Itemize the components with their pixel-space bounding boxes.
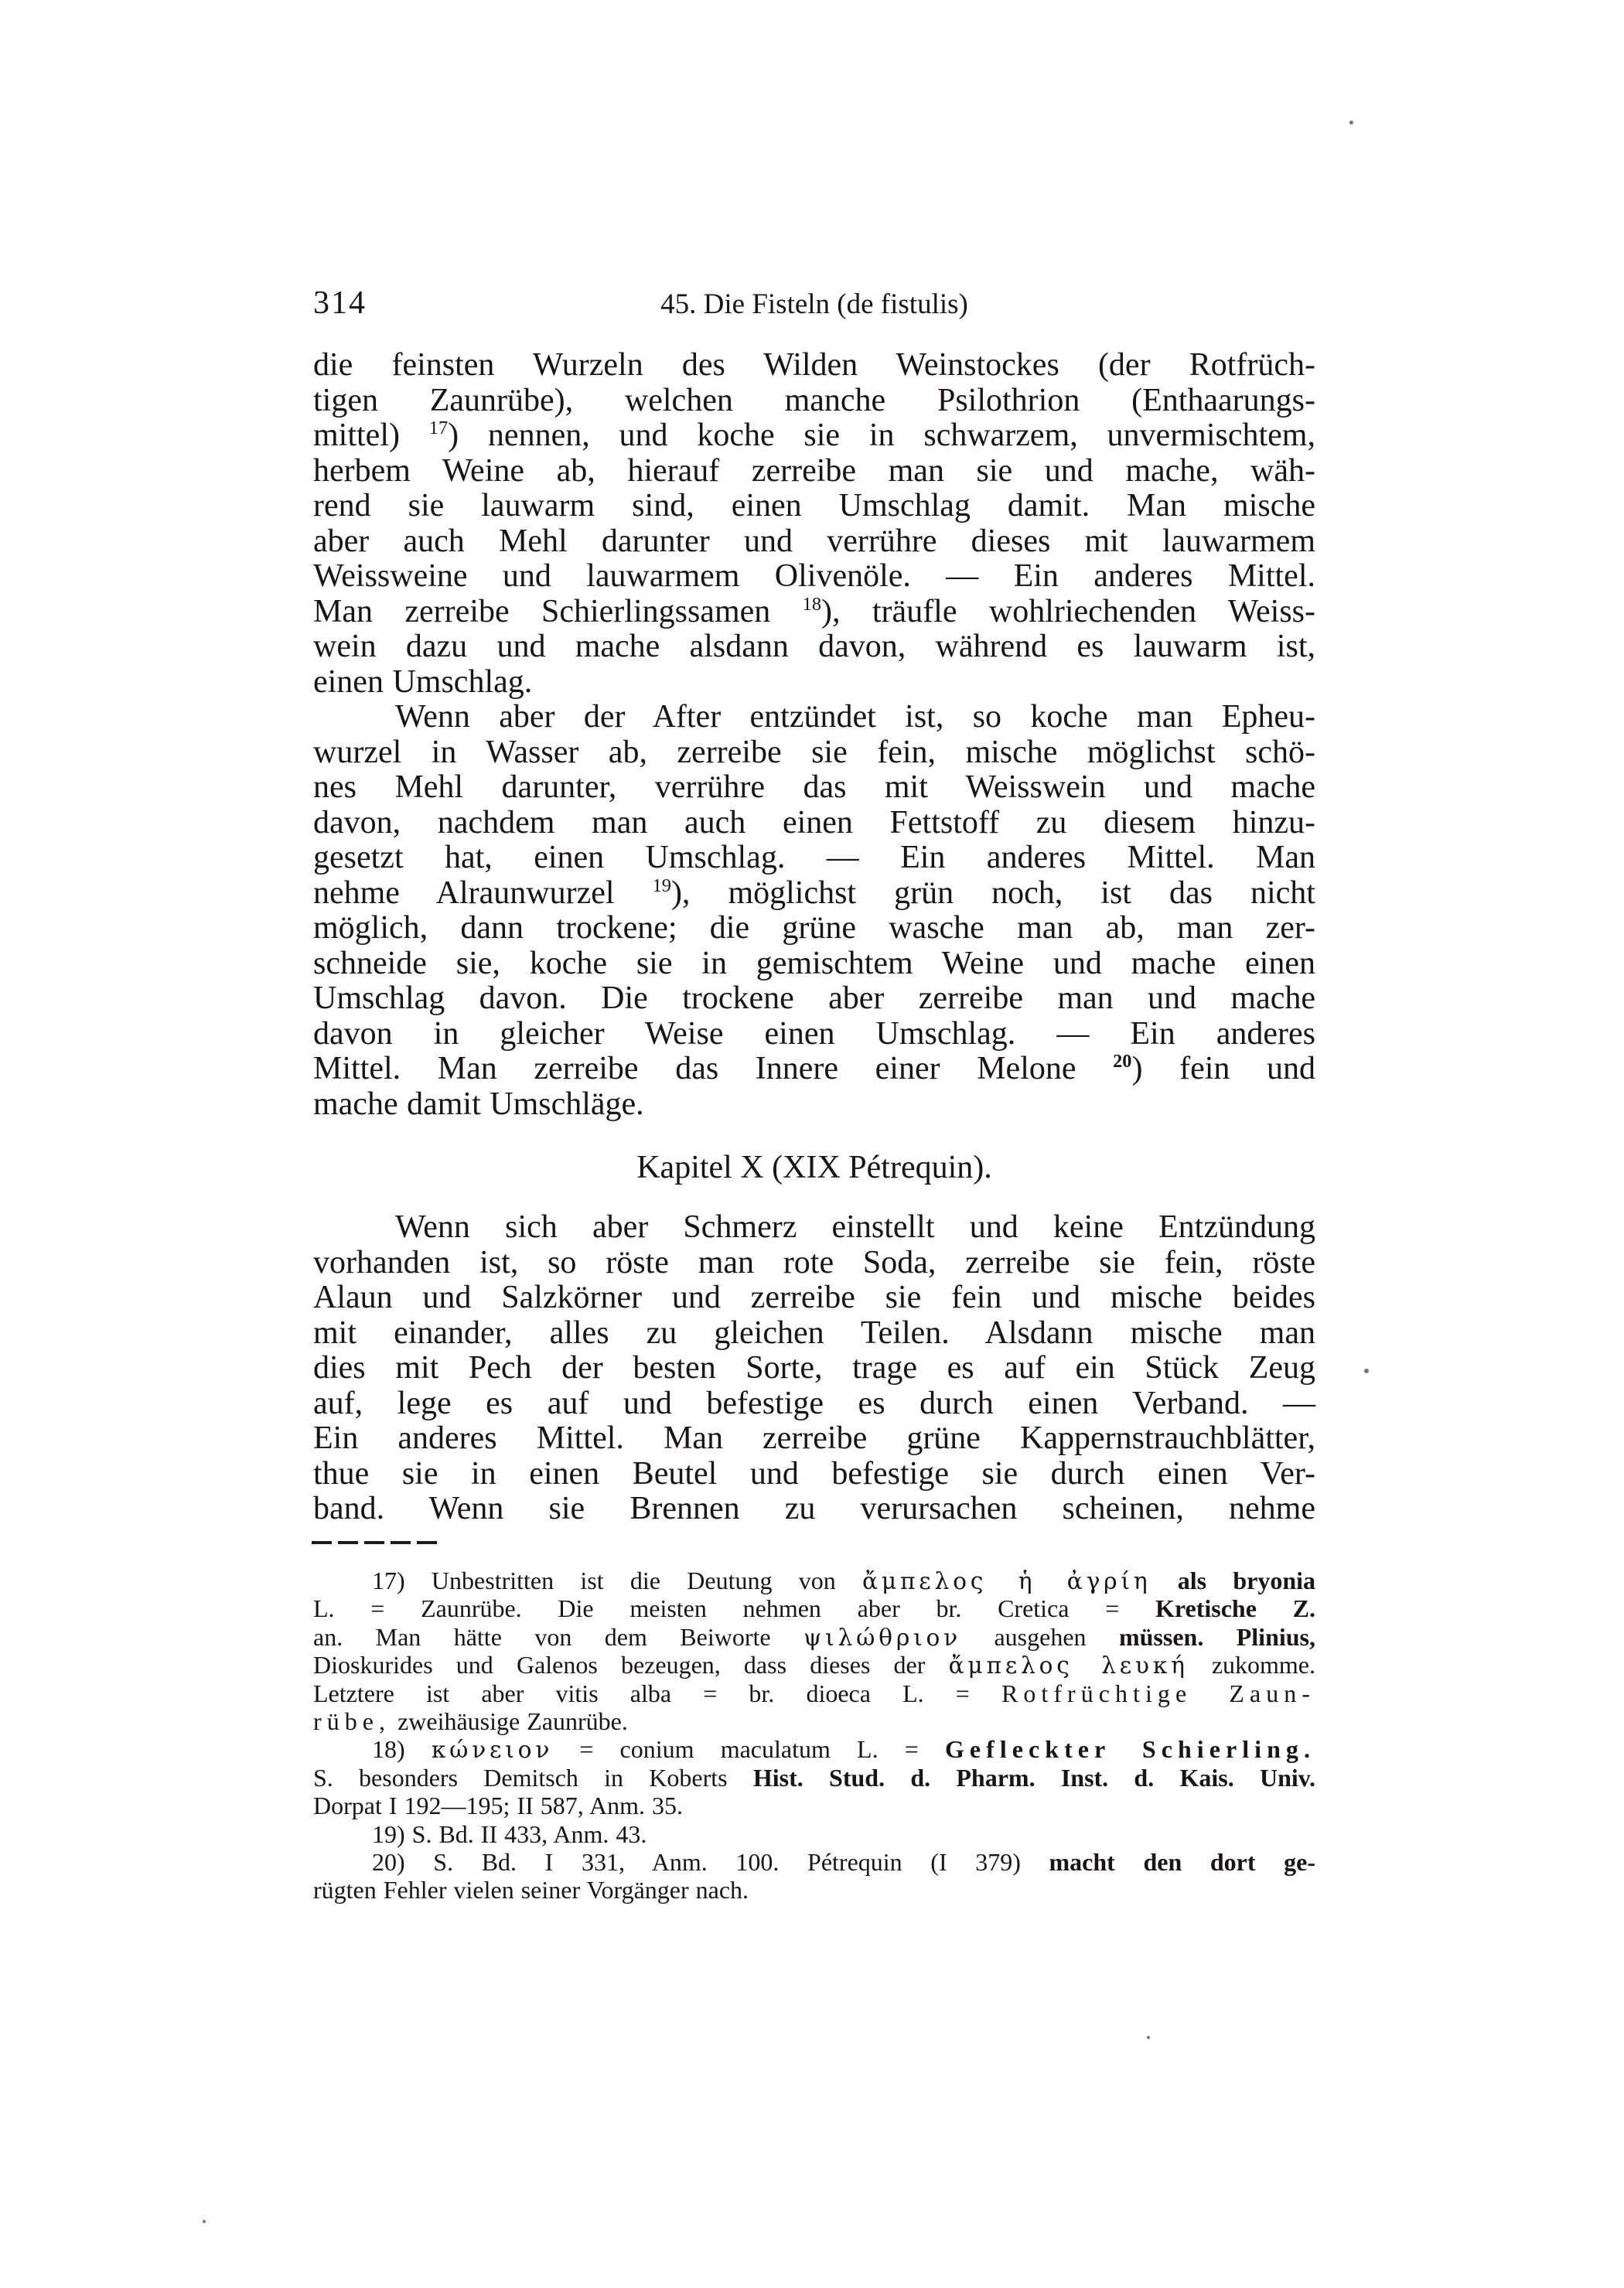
text-segment: Hist. Stud. d. Pharm. Inst. d. Kais. Univ. xyxy=(752,1763,1316,1792)
paragraph xyxy=(313,700,1315,1122)
text-segment: 19) S. Bd. II 433, Anm. 43. xyxy=(372,1819,647,1848)
scan-speck xyxy=(1147,2036,1150,2039)
text-line xyxy=(313,1316,1315,1352)
text-line xyxy=(313,1421,1315,1457)
text-line xyxy=(313,1492,1315,1527)
footnote-separator xyxy=(312,1541,437,1544)
text-segment: möglich, dann trockene; die grüne wasche man ab, man zer- xyxy=(313,910,1315,946)
text-line xyxy=(313,559,1315,595)
text-line xyxy=(313,1707,1315,1735)
text-line xyxy=(313,1848,1315,1876)
text-segment: Wenn sich aber Schmerz einstellt und keine Entzündung xyxy=(395,1209,1315,1245)
text-line xyxy=(313,770,1315,806)
text-segment: Wenn aber der After entzündet ist, so koche man Epheu- xyxy=(395,699,1315,735)
text-line xyxy=(313,418,1315,454)
text-line xyxy=(313,1764,1315,1792)
text-line xyxy=(313,1623,1315,1651)
text-line xyxy=(313,700,1315,735)
text-line xyxy=(313,595,1315,630)
text-line xyxy=(313,524,1315,560)
text-segment: rübe, xyxy=(313,1707,391,1735)
text-line xyxy=(313,665,1315,701)
text-segment: Ein anderes Mittel. Man zerreibe grüne Kappernstrauchblätter, xyxy=(313,1420,1315,1456)
text-segment: schneide sie, koche sie in gemischtem Weine und mache einen xyxy=(313,945,1315,981)
text-line xyxy=(313,1457,1315,1492)
text-segment: tigen Zaunrübe), welchen manche Psilothrion (Enthaarungs- xyxy=(313,382,1315,418)
footnote-ref: 17 xyxy=(428,418,449,438)
text-line xyxy=(313,1567,1315,1594)
text-segment: einen Umschlag. xyxy=(313,663,533,700)
footnote-ref: 19 xyxy=(652,875,671,896)
text-segment: thue sie in einen Beutel und befestige sie durch einen Ver- xyxy=(313,1455,1315,1492)
text-segment: Kretische Z. xyxy=(1155,1594,1316,1623)
text-line xyxy=(313,489,1315,524)
text-segment: mittel) xyxy=(313,418,429,453)
text-segment: ψιλώθριον xyxy=(803,1624,962,1652)
text-segment: Dioskurides und Galenos bezeugen, dass dieses der xyxy=(313,1651,949,1679)
text-segment: nes Mehl darunter, verrühre das mit Weisswein und mache xyxy=(313,769,1315,805)
text-segment: nehme Alraunwurzel xyxy=(313,875,653,911)
text-segment: müssen. Plinius, xyxy=(1118,1622,1316,1651)
text-line xyxy=(313,1210,1315,1246)
text-line xyxy=(313,1052,1315,1087)
text-segment: Rotfrüchtige Zaun- xyxy=(1001,1679,1315,1707)
text-segment: herbem Weine ab, hierauf zerreibe man sie und mache, wäh- xyxy=(313,452,1315,489)
text-segment: ), möglichst grün noch, ist das nicht xyxy=(670,875,1315,911)
footnote-ref: 18 xyxy=(802,593,822,615)
text-segment: Man zerreibe Schierlingssamen xyxy=(313,593,803,629)
text-line xyxy=(313,348,1315,384)
text-segment: ἄμπελος ἡ ἀγρίη xyxy=(862,1568,1151,1595)
text-line xyxy=(313,1820,1315,1848)
paragraph xyxy=(313,1820,1315,1848)
text-segment: ausgehen xyxy=(961,1622,1119,1651)
text-line xyxy=(313,1246,1315,1281)
page-number: 314 xyxy=(313,285,367,321)
text-line xyxy=(313,911,1315,946)
running-header-title: 45. Die Fisteln (de fistulis) xyxy=(660,288,968,320)
text-line xyxy=(313,1594,1315,1622)
text-segment: davon in gleicher Weise einen Umschlag. — Ein anderes xyxy=(313,1015,1315,1052)
text-segment: = conium maculatum L. = xyxy=(553,1735,945,1764)
text-line xyxy=(313,1087,1315,1123)
text-line xyxy=(313,841,1315,876)
text-segment: Letztere ist aber vitis alba = br. dioeca L. = xyxy=(313,1679,1001,1707)
text-segment: Weissweine und lauwarmem Olivenöle. — Ein anderes Mittel. xyxy=(313,558,1315,594)
text-segment: 18) xyxy=(372,1735,432,1764)
text-segment: Umschlag davon. Die trockene aber zerreibe man und mache xyxy=(313,980,1315,1016)
body-text-lower xyxy=(313,1210,1315,1527)
text-segment: dies mit Pech der besten Sorte, trage es auf ein Stück Zeug xyxy=(313,1350,1315,1386)
text-line xyxy=(313,629,1315,665)
text-segment: auf, lege es auf und befestige es durch einen Verband. — xyxy=(313,1385,1315,1421)
chapter-heading: Kapitel X (XIX Pétrequin). xyxy=(636,1150,992,1185)
text-segment: band. Wenn sie Brennen zu verursachen scheinen, nehme xyxy=(313,1491,1315,1526)
text-segment: Mittel. Man zerreibe das Innere einer Melone xyxy=(313,1051,1114,1086)
text-segment: zukomme. xyxy=(1188,1651,1316,1679)
text-segment: wurzel in Wasser ab, zerreibe sie fein, mische möglichst schö- xyxy=(313,734,1315,770)
text-segment: die feinsten Wurzeln des Wilden Weinstockes (der Rotfrüch- xyxy=(313,347,1315,383)
text-segment: ), träufle wohlriechenden Weiss- xyxy=(821,593,1315,629)
text-segment: 20) S. Bd. I 331, Anm. 100. Pétrequin (I 379) xyxy=(372,1847,1049,1876)
text-line xyxy=(313,1735,1315,1763)
text-line xyxy=(313,1876,1315,1904)
text-segment: mit einander, alles zu gleichen Teilen. Alsdann mische man xyxy=(313,1314,1315,1351)
text-line xyxy=(313,454,1315,489)
text-segment: macht den dort ge- xyxy=(1049,1847,1316,1876)
text-segment: aber auch Mehl darunter und verrühre dieses mit lauwarmem xyxy=(313,523,1315,559)
text-segment: vorhanden ist, so röste man rote Soda, zerreibe sie fein, röste xyxy=(313,1244,1315,1280)
footnotes xyxy=(313,1567,1315,1904)
text-segment: S. besonders Demitsch in Koberts xyxy=(313,1763,753,1792)
scan-speck xyxy=(1349,121,1353,124)
text-segment: davon, nachdem man auch einen Fettstoff zu diesem hinzu- xyxy=(313,804,1315,841)
scan-speck xyxy=(203,2220,206,2223)
text-segment: Gefleckter Schierling. xyxy=(944,1735,1315,1764)
text-segment: rend sie lauwarm sind, einen Umschlag damit. Man mische xyxy=(313,488,1315,523)
text-segment: ) nennen, und koche sie in schwarzem, unvermischtem, xyxy=(448,418,1315,453)
text-segment: ) fein und xyxy=(1131,1051,1315,1086)
text-line xyxy=(313,1679,1315,1707)
text-line xyxy=(313,876,1315,912)
text-line xyxy=(313,946,1315,982)
text-line xyxy=(313,1792,1315,1819)
text-segment: rügten Fehler vielen seiner Vorgänger nach. xyxy=(313,1876,749,1904)
text-line xyxy=(313,384,1315,419)
running-header xyxy=(313,283,1315,323)
text-segment: 17) Unbestritten ist die Deutung von xyxy=(372,1567,863,1594)
text-line xyxy=(313,735,1315,771)
text-line xyxy=(313,981,1315,1017)
text-line xyxy=(313,1386,1315,1422)
text-segment: κώνειον xyxy=(431,1737,554,1765)
text-segment: ἄμπελος λευκή xyxy=(948,1652,1189,1680)
text-line xyxy=(313,1651,1315,1679)
body-text-upper xyxy=(313,348,1315,1122)
text-line xyxy=(313,806,1315,841)
text-line xyxy=(313,1351,1315,1386)
paragraph xyxy=(313,1848,1315,1904)
scan-speck xyxy=(1364,1369,1369,1373)
text-segment: gesetzt hat, einen Umschlag. — Ein anderes Mittel. Man xyxy=(313,840,1315,875)
text-segment: L. = Zaunrübe. Die meisten nehmen aber br. Cretica = xyxy=(313,1594,1155,1623)
text-segment: wein dazu und mache alsdann davon, während es lauwarm ist, xyxy=(313,629,1315,664)
text-segment: Alaun und Salzkörner und zerreibe sie fein und mische beides xyxy=(313,1280,1315,1315)
text-line xyxy=(313,1280,1315,1316)
text-segment: an. Man hätte von dem Beiworte xyxy=(313,1622,803,1651)
text-segment: Dorpat I 192—195; II 587, Anm. 35. xyxy=(313,1792,683,1820)
text-segment: mache damit Umschläge. xyxy=(313,1086,644,1122)
paragraph xyxy=(313,348,1315,700)
paragraph xyxy=(313,1210,1315,1527)
paragraph xyxy=(313,1567,1315,1735)
text-segment: zweihäusige Zaunrübe. xyxy=(391,1707,628,1735)
paragraph xyxy=(313,1735,1315,1819)
text-segment: als bryonia xyxy=(1151,1567,1316,1594)
text-line xyxy=(313,1017,1315,1052)
footnote-ref: 20 xyxy=(1113,1051,1132,1072)
